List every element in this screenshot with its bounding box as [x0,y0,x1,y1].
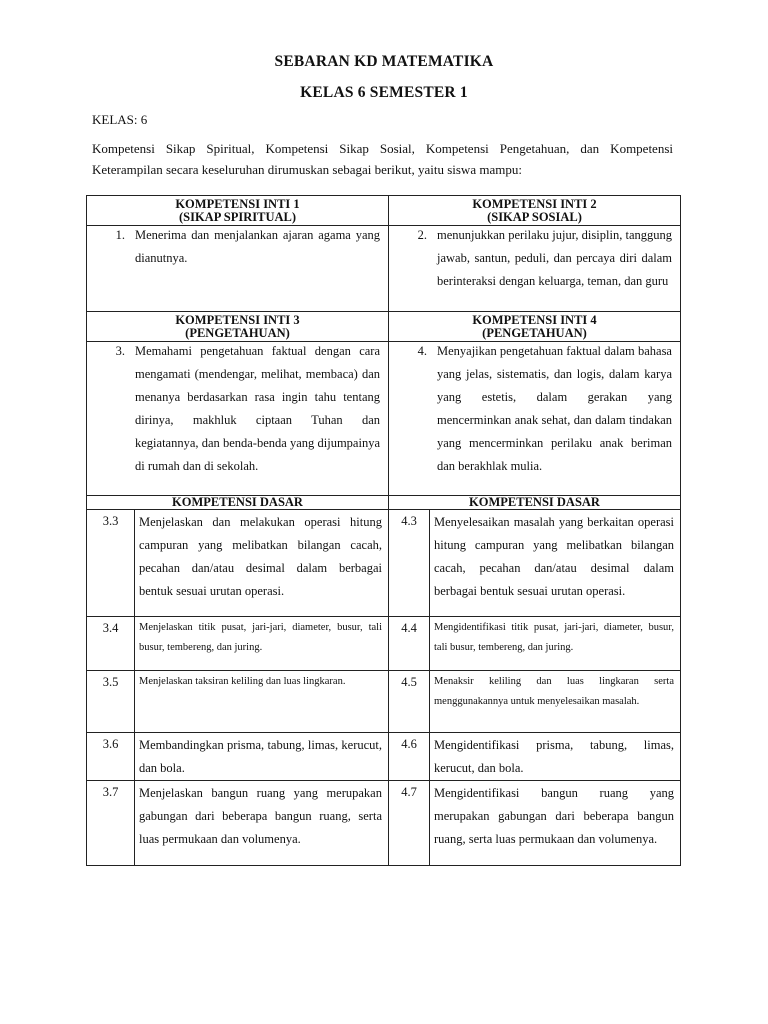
ki4-cell [389,342,681,496]
ki1-subtitle: (SIKAP SPIRITUAL) [178,210,297,224]
ki2-title: KOMPETENSI INTI 2 [472,197,597,211]
ki2-header [389,196,681,226]
kd-code: 3.4 [87,617,135,671]
document-subtitle: KELAS 6 SEMESTER 1 [300,84,468,101]
kd-description: Menjelaskan dan melakukan operasi hitung campuran yang melibatkan bilangan cacah, pecahan dan/atau desimal dalam berbagai bentuk sesuai urutan operasi. [135,510,389,617]
ki3-number: 3. [115,344,125,358]
kd-description: Mengidentifikasi prisma, tabung, limas, kerucut, dan bola. [430,733,681,781]
ki3-title: KOMPETENSI INTI 3 [175,313,300,327]
kelas-label: KELAS: 6 [92,112,148,127]
kd-header-right: KOMPETENSI DASAR [389,496,681,510]
ki2-number: 2. [417,228,427,242]
ki1-number: 1. [115,228,125,242]
kd-header-left: KOMPETENSI DASAR [87,496,389,510]
ki4-text: Menyajikan pengetahuan faktual dalam bahasa yang jelas, sistematis, dan logis, dalam karya yang estetis, dalam gerakan yang mencerminkan anak sehat, dan dalam tindakan yang mencerminkan perilaku anak beriman dan berakhlak mulia. [437,344,672,473]
table-row [87,671,681,733]
table-row [87,617,681,671]
kd-description: Menaksir keliling dan luas lingkaran serta menggunakannya untuk menyelesaikan masalah. [430,671,681,733]
document-title: SEBARAN KD MATEMATIKA [274,53,494,70]
kd-code: 3.7 [87,781,135,866]
ki4-title: KOMPETENSI INTI 4 [472,313,597,327]
kd-code: 3.5 [87,671,135,733]
ki1-text: Menerima dan menjalankan ajaran agama yang dianutnya. [135,228,380,265]
ki4-number: 4. [417,344,427,358]
kd-description: Menjelaskan titik pusat, jari-jari, diameter, busur, tali busur, tembereng, dan juring. [135,617,389,671]
kd-description: Menyelesaikan masalah yang berkaitan operasi hitung campuran yang melibatkan bilangan cacah, pecahan dan/atau desimal dalam berbagai bentuk sesuai urutan operasi. [430,510,681,617]
kd-description: Mengidentifikasi titik pusat, jari-jari, diameter, busur, tali busur, tembereng, dan juring. [430,617,681,671]
kd-code: 3.6 [87,733,135,781]
ki1-title: KOMPETENSI INTI 1 [175,197,300,211]
ki2-cell [389,226,681,312]
kd-description: Membandingkan prisma, tabung, limas, kerucut, dan bola. [135,733,389,781]
table-row [87,510,681,617]
kd-code: 3.3 [87,510,135,617]
ki2-text: menunjukkan perilaku jujur, disiplin, tanggung jawab, santun, peduli, dan percaya diri dalam berinteraksi dengan keluarga, teman, dan guru [437,228,672,288]
kd-description: Mengidentifikasi bangun ruang yang merupakan gabungan dari beberapa bangun ruang, serta luas permukaan dan volumenya. [430,781,681,866]
kd-code: 4.4 [389,617,430,671]
kd-code: 4.3 [389,510,430,617]
ki3-cell [87,342,389,496]
ki3-header [87,312,389,342]
kd-code: 4.7 [389,781,430,866]
intro-paragraph: Kompetensi Sikap Spiritual, Kompetensi Sikap Sosial, Kompetensi Pengetahuan, dan Kompetensi Keterampilan secara keseluruhan dirumuskan sebagai berikut, yaitu siswa mampu: [92,141,673,177]
ki2-subtitle: (SIKAP SOSIAL) [487,210,582,224]
kd-code: 4.5 [389,671,430,733]
ki4-subtitle: (PENGETAHUAN) [482,326,587,340]
kd-table [86,195,681,866]
table-row [87,733,681,781]
kd-description: Menjelaskan bangun ruang yang merupakan gabungan dari beberapa bangun ruang, serta luas permukaan dan volumenya. [135,781,389,866]
kd-code: 4.6 [389,733,430,781]
kd-description: Menjelaskan taksiran keliling dan luas lingkaran. [135,671,389,733]
ki3-text: Memahami pengetahuan faktual dengan cara mengamati (mendengar, melihat, membaca) dan menanya berdasarkan rasa ingin tahu tentang dirinya, makhluk ciptaan Tuhan dan kegiatannya, dan benda-benda yang dijumpainya di rumah dan di sekolah. [135,344,380,473]
ki1-cell [87,226,389,312]
ki4-header [389,312,681,342]
table-row [87,781,681,866]
ki1-header [87,196,389,226]
ki3-subtitle: (PENGETAHUAN) [185,326,290,340]
